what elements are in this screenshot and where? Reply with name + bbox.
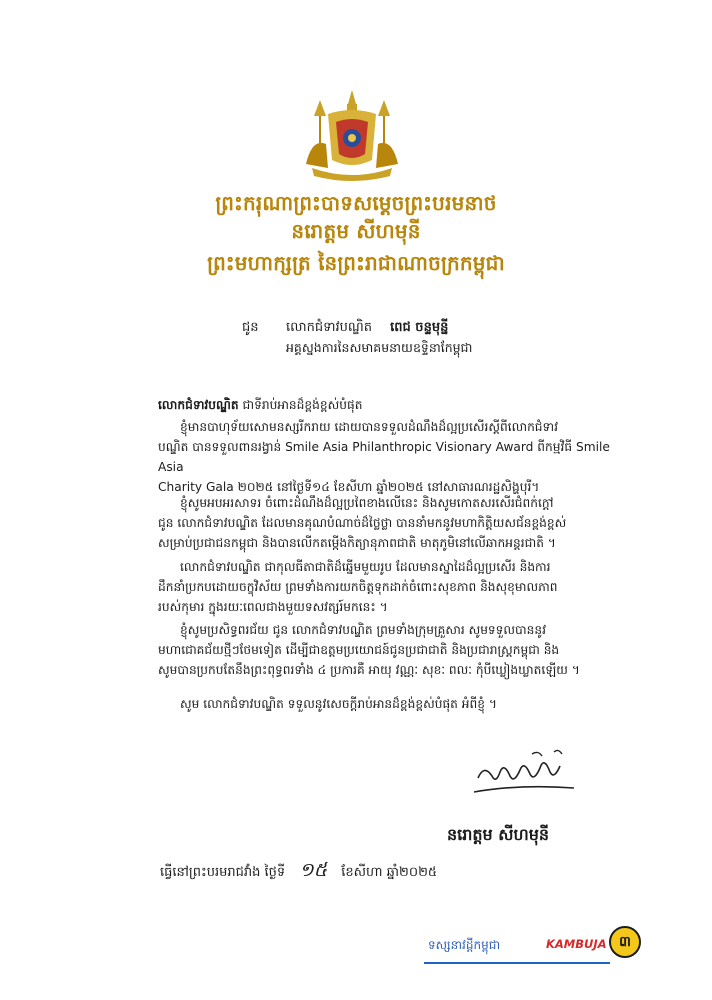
paragraph-line: បណ្ឌិត បានទទួលពានរង្វាន់ Smile Asia Philanthropic Visionary Award ពីកម្មវិធី Smile Asia bbox=[158, 440, 610, 474]
signature-icon bbox=[470, 748, 580, 808]
date-month-year: ខែសីហា ឆ្នាំ២០២៥ bbox=[341, 865, 438, 880]
addressee-personal-name: ពេជ ចន្ទមុន្នី bbox=[390, 320, 449, 335]
place-date-line bbox=[160, 858, 437, 886]
paragraph-line: ខ្ញុំសូមអបអរសាទរ ចំពោះដំណឹងដ៏ល្អប្រពៃខាងលើនេះ និងសូមកោតសរសើរជំពក់ក្តៅ bbox=[180, 496, 554, 510]
footer-magazine-name: ទស្សនាវដ្តីកម្ពុជា bbox=[428, 938, 501, 952]
paragraph-line: ខ្ញុំសូមប្រសិទ្ធពរជ័យ ជូន លោកជំទាវបណ្ឌិត ព្រមទាំងក្រុមគ្រួសារ សូមទទួលបាននូវ bbox=[180, 623, 546, 637]
paragraph-line: មហាជោគជ័យថ្មីៗថែមទៀត ដើម្បីជាឧត្តមប្រយោជន៍ជូនប្រជាជាតិ និងប្រជារាស្ត្រកម្ពុជា និង bbox=[158, 643, 560, 657]
header-king-name: នរោត្តម សីហមុនី bbox=[291, 219, 421, 243]
footer-divider bbox=[424, 962, 610, 964]
paragraph-line: សូមបានប្រកបតែនឹងព្រះពុទ្ធពរទាំង ៤ ប្រការគឺ អាយុ វណ្ណៈ សុខៈ ពលៈ កុំបីឃ្លៀងឃ្លាតឡើយ ។ bbox=[158, 663, 580, 677]
paragraph-line: ខ្ញុំមានបាហុទ័យសោមនស្សរីករាយ ដោយបានទទួលដំណឹងដ៏ល្អប្រសើរស្តីពីលោកជំទាវ bbox=[180, 420, 559, 434]
header-royal-title: ព្រះករុណាព្រះបាទសម្តេចព្រះបរមនាថ bbox=[215, 191, 497, 215]
paragraph-line: ដឹកនាំប្រកបដោយចក្ខុវិស័យ ព្រមទាំងការយកចិត្តទុកដាក់ចំពោះសុខភាព និងសុខុមាលភាព bbox=[158, 580, 558, 594]
paragraph-line: លោកជំទាវបណ្ឌិត ជាកុលធីតាជាតិដ៏ឆ្នើមមួយរូប ដែលមានស្នាដៃដ៏ល្អប្រសើរ និងការ bbox=[180, 560, 551, 574]
paragraph-line: របស់កុមារ ក្នុងរយៈពេលជាងមួយទសវត្សរ៍មកនេះ ។ bbox=[158, 600, 388, 614]
paragraph-1 bbox=[158, 417, 636, 497]
paragraph-line: សម្រាប់ប្រជាជនកម្ពុជា និងបានលើកតម្កើងកិត្យានុភាពជាតិ មាតុភូមិនៅលើឆាកអន្តរជាតិ ។ bbox=[158, 536, 556, 550]
salutation bbox=[158, 395, 636, 415]
paragraph-line: Charity Gala ២០២៥ នៅថ្ងៃទី១៤ ខែសីហា ឆ្នាំ២០២៥ នៅសាធារណរដ្ឋសិង្ហបុរី។ bbox=[158, 480, 540, 494]
royal-emblem-icon bbox=[292, 86, 412, 186]
addressee-label: ជូន bbox=[242, 320, 259, 335]
date-day: ១៥ bbox=[299, 859, 328, 881]
paragraph-3 bbox=[158, 557, 636, 617]
salutation-rest: ជាទីរាប់អានដ៏ខ្ពង់ខ្ពស់បំផុត bbox=[242, 398, 363, 412]
paragraph-line: ជូន លោកជំទាវបណ្ឌិត ដែលមានគុណបំណាច់ដ៏ថ្លៃថ្លា បាននាំមកនូវមហាកិត្តិយសជ័នខ្ពង់ខ្ពស់ bbox=[158, 516, 567, 530]
paragraph-5 bbox=[158, 694, 636, 714]
header-king-of-cambodia: ព្រះមហាក្សត្រ នៃព្រះរាជាណាចក្រកម្ពុជា bbox=[207, 251, 505, 275]
footer-brand: KAMBUJA bbox=[546, 937, 607, 951]
paragraph-2 bbox=[158, 493, 636, 553]
paragraph-4 bbox=[158, 620, 636, 680]
signer-name: នរោត្តម សីហមុនី bbox=[447, 825, 550, 844]
addressee-name bbox=[286, 319, 448, 338]
place-label: ធ្វើនៅព្រះបរមរាជវាំង ថ្ងៃទី bbox=[160, 865, 286, 880]
salutation-name: លោកជំទាវបណ្ឌិត bbox=[158, 398, 239, 412]
addressee-honorific: លោកជំទាវបណ្ឌិត bbox=[286, 320, 373, 335]
page-number-badge: ៣ bbox=[609, 926, 641, 958]
paragraph-line: សូម លោកជំទាវបណ្ឌិត ទទួលនូវសេចក្តីរាប់អានដ៏ខ្ពង់ខ្ពស់បំផុត អំពីខ្ញុំ ។ bbox=[180, 697, 497, 711]
addressee-position: អគ្គស្នងការនៃសមាគមនាយឧទ្ទិនាកែម្ពុជា bbox=[286, 340, 473, 355]
